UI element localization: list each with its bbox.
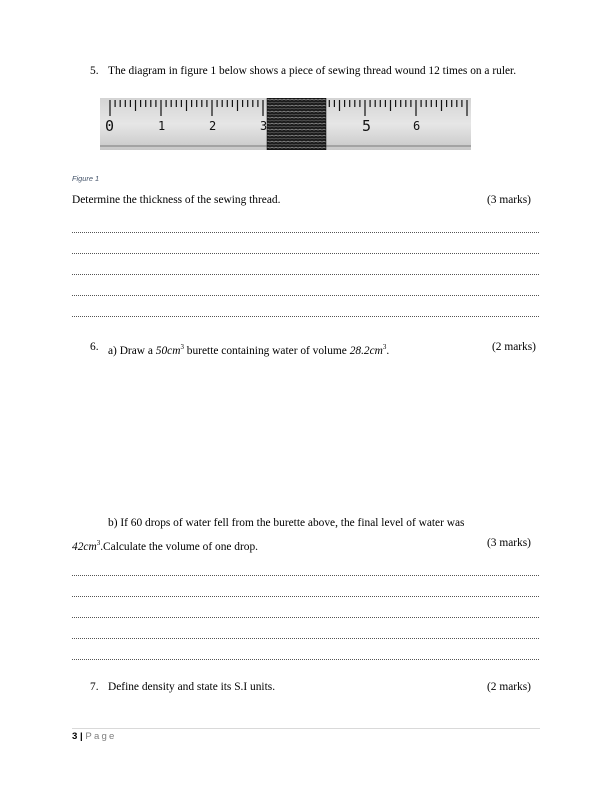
question-6-number: 6. [90,341,99,353]
page-word: Page [85,731,117,742]
answer-line [72,295,539,296]
question-5-text: The diagram in figure 1 below shows a piece of sewing thread wound 12 times on a ruler. [108,65,517,77]
ruler-number: 6 [413,119,421,133]
figure-caption: Figure 1 [72,174,100,183]
question-7-marks: (2 marks) [487,681,531,693]
answer-line [72,232,539,233]
question-6a-post: . [386,344,390,357]
ruler-figure [100,98,471,150]
footer-separator: | [77,731,86,742]
wound-thread [267,98,326,150]
question-6a-pre: a) Draw a [108,344,156,357]
answer-line [72,659,539,660]
question-6a-mid: burette containing water of volume [183,344,350,357]
question-5-marks: (3 marks) [487,194,531,206]
answer-line [72,274,539,275]
answer-line [72,617,539,618]
final-level-value: 42cm [72,540,97,553]
ruler-number: 1 [158,119,166,133]
question-6b-rest: .Calculate the volume of one drop. [100,540,259,553]
water-volume: 28.2cm [349,344,383,357]
burette-capacity: 50cm [155,344,181,357]
unit-exponent: 3 [382,343,387,351]
question-5-number: 5. [90,65,99,77]
question-6b-line1: b) If 60 drops of water fell from the burette above, the final level of water was [108,517,465,529]
question-6a-text [108,340,389,358]
answer-line [72,596,539,597]
ruler-number: 0 [105,117,115,135]
answer-line [72,316,539,317]
answer-line [72,253,539,254]
question-5-prompt: Determine the thickness of the sewing thread. [72,194,281,206]
question-7-number: 7. [90,681,99,693]
ruler-image [100,98,471,150]
ruler-number: 2 [209,119,217,133]
ruler-number: 3 [260,119,268,133]
footer-divider [72,728,540,729]
answer-line [72,575,539,576]
answer-line [72,638,539,639]
page-number: 3 [72,731,78,742]
question-7-text: Define density and state its S.I units. [108,681,276,693]
question-6a-marks: (2 marks) [492,341,536,353]
unit-exponent: 3 [180,343,184,351]
question-6b-line2 [72,536,258,554]
unit-exponent: 3 [96,539,101,547]
ruler-number: 5 [362,117,372,135]
page-footer [72,731,117,742]
question-6b-marks: (3 marks) [487,537,531,549]
